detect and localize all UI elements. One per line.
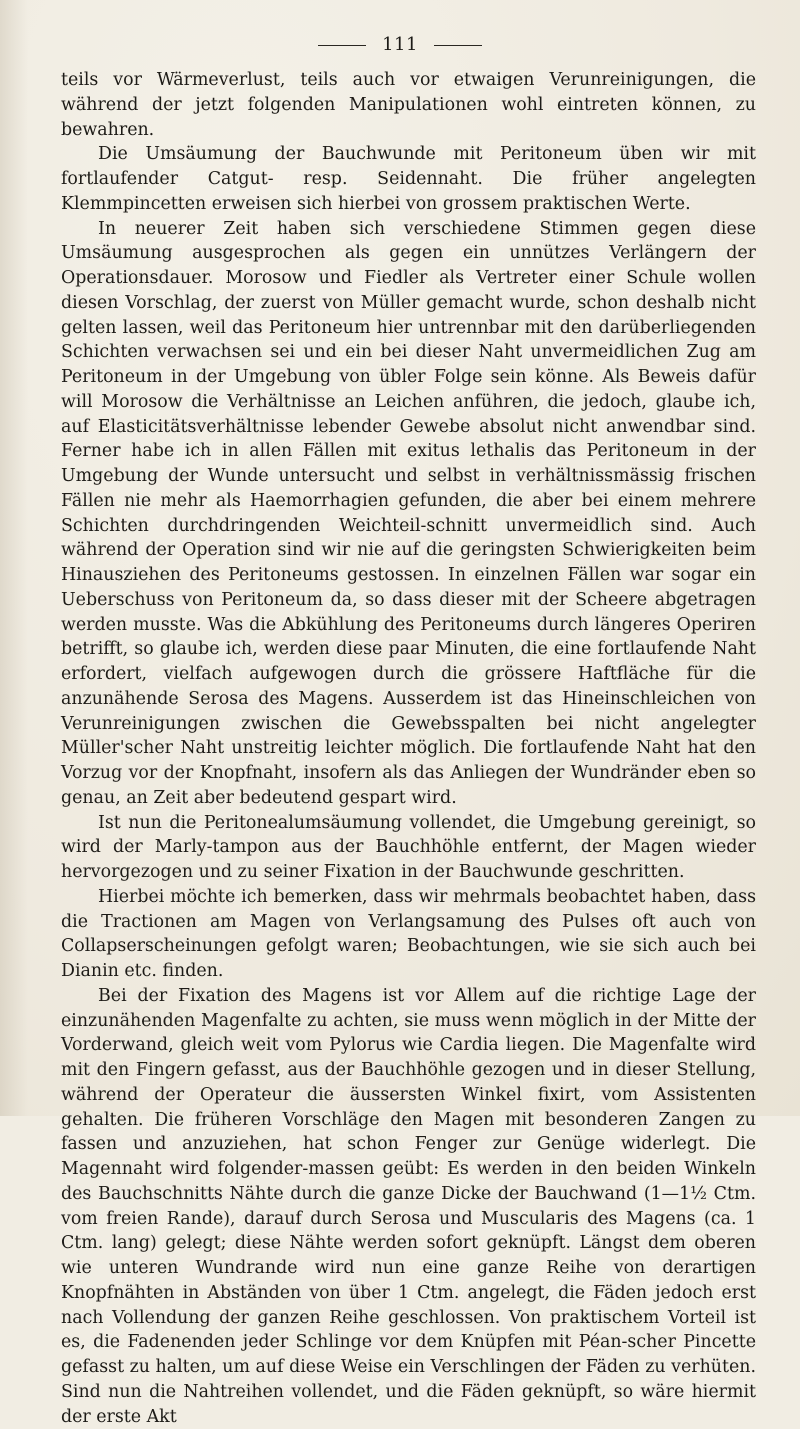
page-number: 111	[382, 34, 418, 55]
paragraph-6: Bei der Fixation des Magens ist vor Allem auf die richtige Lage der einzunähenden Magenfalte zu achten, sie muss wenn möglich in der Mitte der Vorderwand, gleich weit vom Pylorus wie Cardia liegen. Die Magenfalte wird mit den Fingern gefasst, aus der Bauchhöhle gezogen und in dieser Stellung, während der Operateur die äussersten Winkel fixirt, vom Assistenten gehalten. Die früheren Vorschläge den Magen mit besonderen Zangen zu fassen und anzuziehen, hat schon Fenger zur Genüge widerlegt. Die Magennaht wird folgender-massen geübt: Es werden in den beiden Winkeln des Bauchschnitts Nähte durch die ganze Dicke der Bauchwand (1—1½ Ctm. vom freien Rande), darauf durch Serosa und Muscularis des Magens (ca. 1 Ctm. lang) gelegt; diese Nähte werden sofort geknüpft. Längst dem oberen wie unteren Wundrande wird nun eine ganze Reihe von derartigen Knopfnähten in Abständen von über 1 Ctm. angelegt, die Fäden jedoch erst nach Vollendung der ganzen Reihe geschlossen. Von praktischem Vorteil ist es, die Fadenenden jeder Schlinge vor dem Knüpfen mit Péan-scher Pincette gefasst zu halten, um auf diese Weise ein Verschlingen der Fäden zu verhüten. Sind nun die Nahtreihen vollendet, und die Fäden geknüpft, so wäre hiermit der erste Akt	[61, 985, 756, 1427]
paragraph-1: teils vor Wärmeverlust, teils auch vor etwaigen Verunreinigungen, die während der jetzt folgenden Manipulationen wohl eintreten können, zu bewahren.	[61, 70, 756, 140]
paragraph-5: Hierbei möchte ich bemerken, dass wir mehrmals beobachtet haben, dass die Tractionen am Magen von Verlangsamung des Pulses oft auch von Collapserscheinungen gefolgt waren; Beobachtungen, wie sie sich auch bei Dianin etc. finden.	[61, 886, 756, 981]
paragraph-4: Ist nun die Peritonealumsäumung vollendet, die Umgebung gereinigt, so wird der Marly-tampon aus der Bauchhöhle entfernt, der Magen wieder hervorgezogen und zu seiner Fixation in der Bauchwunde geschritten.	[61, 812, 756, 882]
body-text	[61, 68, 756, 1429]
header-rule-left	[318, 45, 366, 46]
running-header	[0, 34, 800, 55]
paragraph-3: In neuerer Zeit haben sich verschiedene Stimmen gegen diese Umsäumung ausgesprochen als gegen ein unnützes Verlängern der Operationsdauer. Morosow und Fiedler als Vertreter einer Schule wollen diesen Vorschlag, der zuerst von Müller gemacht wurde, schon deshalb nicht gelten lassen, weil das Peritoneum hier untrennbar mit den darüberliegenden Schichten verwachsen sei und ein bei dieser Naht unvermeidlichen Zug am Peritoneum in der Umgebung von übler Folge sein könne. Als Beweis dafür will Morosow die Verhältnisse an Leichen anführen, die jedoch, glaube ich, auf Elasticitätsverhältnisse lebender Gewebe absolut nicht anwendbar sind. Ferner habe ich in allen Fällen mit exitus lethalis das Peritoneum in der Umgebung der Wunde untersucht und selbst in verhältnissmässig frischen Fällen nie mehr als Haemorrhagien gefunden, die aber bei einem mehrere Schichten durchdringenden Weichteil-schnitt unvermeidlich sind. Auch während der Operation sind wir nie auf die geringsten Schwierigkeiten beim Hinausziehen des Peritoneums gestossen. In einzelnen Fällen war sogar ein Ueberschuss von Peritoneum da, so dass dieser mit der Scheere abgetragen werden musste. Was die Abkühlung des Peritoneums durch längeres Operiren betrifft, so glaube ich, werden diese paar Minuten, die eine fortlaufende Naht erfordert, vielfach aufgewogen durch die grössere Haftfläche für die anzunähende Serosa des Magens. Ausserdem ist das Hineinschleichen von Verunreinigungen zwischen die Gewebsspalten bei nicht angelegter Müller'scher Naht unstreitig leichter möglich. Die fortlaufende Naht hat den Vorzug vor der Knopfnaht, insofern als das Anliegen der Wundränder eben so genau, an Zeit aber bedeutend gespart wird.	[61, 218, 756, 808]
paragraph-2: Die Umsäumung der Bauchwunde mit Peritoneum üben wir mit fortlaufender Catgut- resp. Seidennaht. Die früher angelegten Klemmpincetten erweisen sich hierbei von grossem praktischen Werte.	[61, 144, 756, 214]
header-rule-right	[434, 45, 482, 46]
